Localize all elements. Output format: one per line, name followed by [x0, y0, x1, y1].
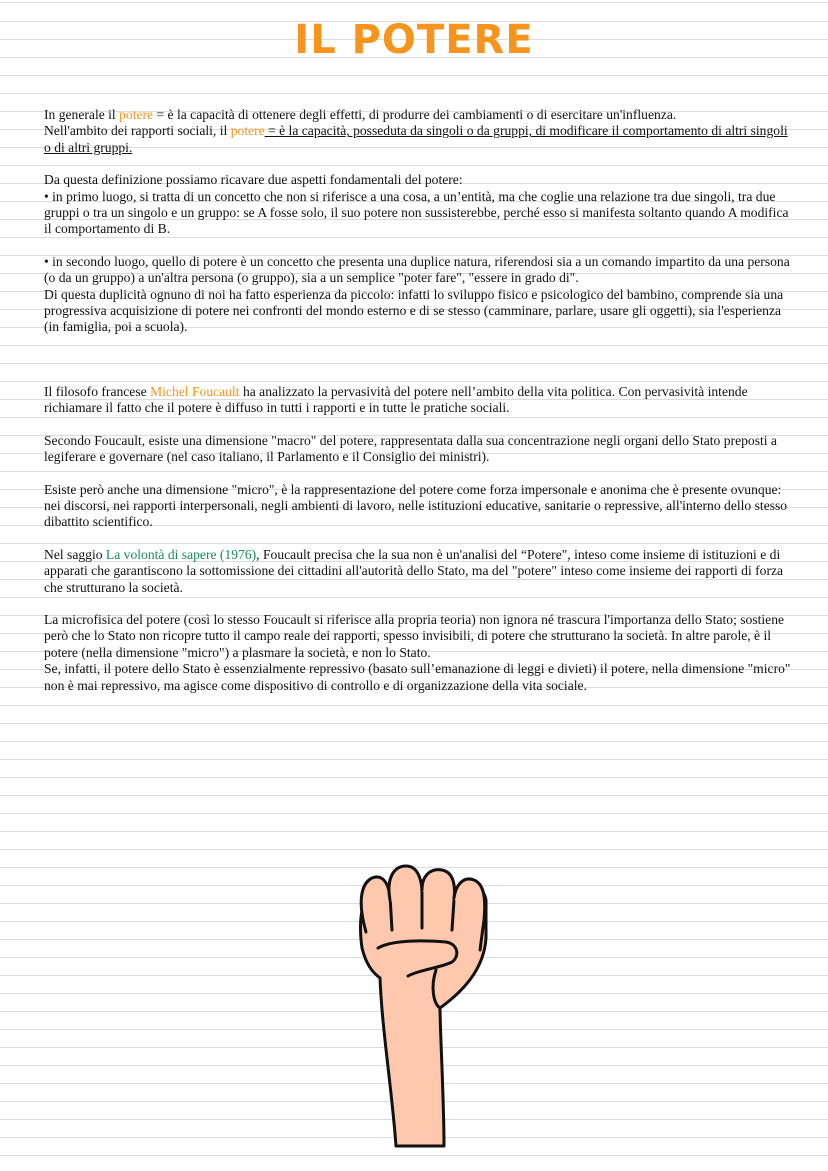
text: = è la capacità di ottenere degli effetti, di produrre dei cambiamenti o di esercitare un'influenza.: [153, 107, 677, 122]
text: =: [264, 123, 280, 139]
term-potere: potere: [230, 123, 265, 139]
conclusion-paragraph: Se, infatti, il potere dello Stato è essenzialmente repressivo (basato sull’emanazione di leggi e divieti) il potere, nella dimensione "micro" non è mai repressivo, ma agisce come dispositivo di controllo e di organizzazione della vita sociale.: [44, 661, 791, 693]
micro-dimension: Esiste però anche una dimensione "micro", è la rappresentazione del potere come forza impersonale e anonima che è presente ovunque: nei discorsi, nei rapporti interpersonali, negli ambienti di lavoro, nelle istituzioni educative, sanitarie o repressive, all'interno dello stesso dibattito scientifico.: [44, 481, 788, 530]
aspects-intro: Da questa definizione possiamo ricavare due aspetti fondamentali del potere:: [44, 172, 463, 188]
aspect-first: • in primo luogo, si tratta di un concetto che non si riferisce a una cosa, a un’entità, ma che coglie una relazione tra due singoli, tra due gruppi o tra un singolo e un gruppo: se A fosse solo, il suo potere non sussisterebbe, perché esso si manifesta soltanto quando A modifica il comportamento di B.: [44, 188, 789, 237]
foucault-intro: [44, 384, 792, 417]
text: ha analizzato la pervasività del potere nell’ambito della vita politica. Con pervasività intende richiamare il fatto che il potere è diffuso in tutti i rapporti e in tutte le pratiche sociali.: [44, 383, 748, 416]
text: In generale il: [44, 107, 120, 122]
definition-general: [44, 107, 792, 123]
text: Il filosofo francese: [44, 383, 151, 399]
definition-social: [44, 123, 792, 156]
text: Nel saggio: [44, 546, 106, 562]
saggio-paragraph: [44, 547, 792, 596]
term-potere: potere: [119, 107, 154, 122]
aspect-second: • in secondo luogo, quello di potere è un concetto che presenta una duplice natura, riferendosi sia a un comando impartito da una persona (o da un gruppo) a un'altra persona (o gruppo), sia a un semplice "poter fare", "essere in grado di".: [44, 253, 790, 286]
text: , Foucault precisa che la sua non è un'analisi del “Potere", inteso come insieme di istituzioni e di apparati che garantiscono la sottomissione dei cittadini all'autorità dello Stato, ma del "potere" inteso come insieme dei rapporti di forza che strutturano la società.: [44, 546, 784, 595]
text: Nell'ambito dei rapporti sociali, il: [44, 123, 231, 139]
duplicity-paragraph: Di questa duplicità ognuno di noi ha fatto esperienza da piccolo: infatti lo sviluppo fisico e psicologico del bambino, comprende sia una progressiva acquisizione di potere nei confronti del mondo esterno e di se stesso (camminare, parlare, usare gli oggetti), sia l'esperienza (in famiglia, poi a scuola).: [44, 286, 784, 335]
page-title: IL POTERE: [294, 17, 534, 63]
definition-underlined: è la capacità, posseduta da singoli o da gruppi, di modificare il comportamento di altri singoli o di altri gruppi.: [44, 123, 788, 155]
name-foucault: Michel Foucault: [150, 383, 240, 399]
book-title: La volontà di sapere (1976): [105, 546, 257, 562]
document-body: [44, 107, 792, 694]
microfisica-paragraph: La microfisica del potere (così lo stesso Foucault si riferisce alla propria teoria) non ignora né trascura l'importanza dello Stato; sostiene però che lo Stato non ricopre tutto il campo reale dei rapporti, spesso invisibili, di potere che strutturano la società. In altre parole, è il potere (nella dimensione "micro") a plasmare la società, e non lo Stato.: [44, 611, 785, 660]
macro-dimension: Secondo Foucault, esiste una dimensione "macro" del potere, rappresentata dalla sua concentrazione negli organi dello Stato preposti a legiferare e governare (nel caso italiano, il Parlamento e il Consiglio dei ministri).: [44, 432, 777, 465]
raised-fist-icon: [352, 860, 492, 1150]
